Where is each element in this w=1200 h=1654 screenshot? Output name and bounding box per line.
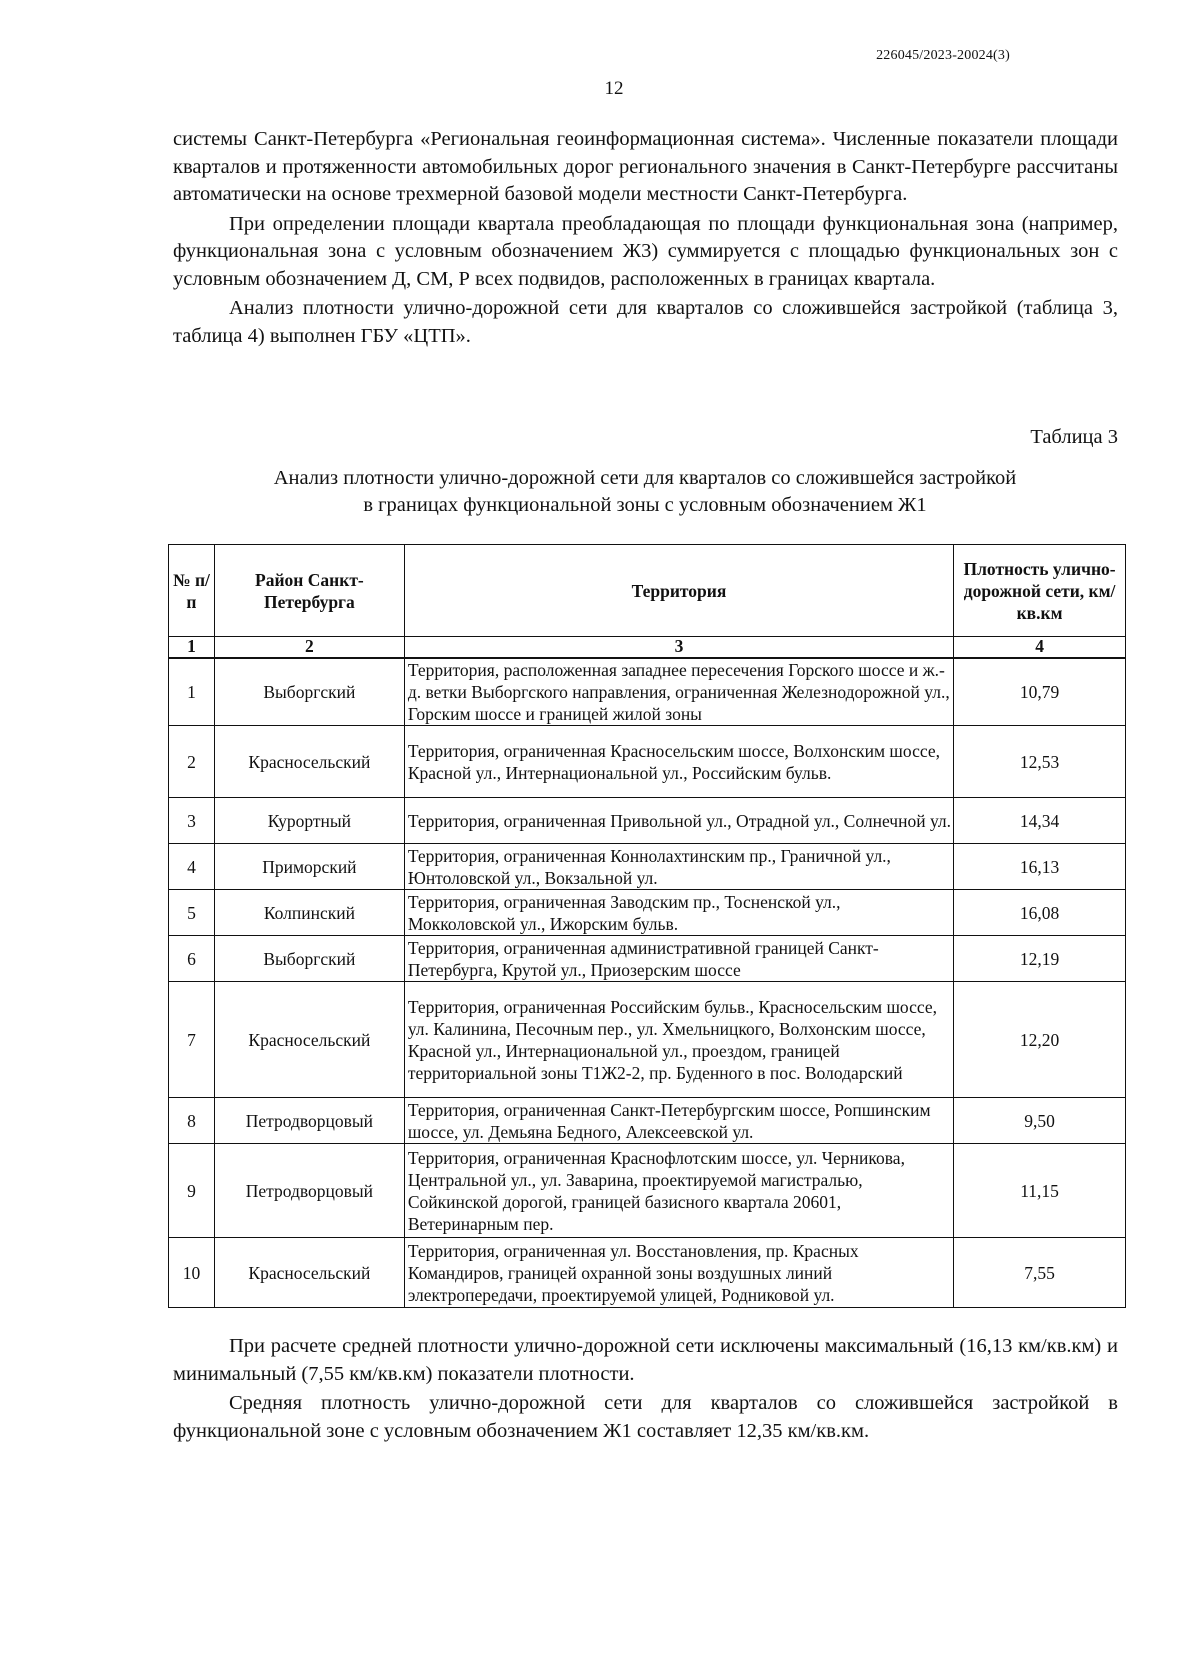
cell-density: 12,53 <box>954 726 1126 798</box>
cell-no: 8 <box>169 1098 215 1144</box>
cell-territory: Территория, ограниченная Привольной ул., Отрадной ул., Солнечной ул. <box>404 798 953 844</box>
cell-district: Выборгский <box>214 658 404 726</box>
cell-density: 12,19 <box>954 936 1126 982</box>
table-caption: Таблица 3 <box>1030 426 1118 448</box>
cell-district: Выборгский <box>214 936 404 982</box>
cell-district: Колпинский <box>214 890 404 936</box>
table-title-line-2: в границах функциональной зоны с условным обозначением Ж1 <box>363 494 927 516</box>
column-index: 4 <box>954 637 1126 658</box>
cell-no: 2 <box>169 726 215 798</box>
cell-district: Красносельский <box>214 982 404 1098</box>
table-row <box>169 936 1126 982</box>
cell-density: 10,79 <box>954 658 1126 726</box>
table-row <box>169 844 1126 890</box>
header-density: Плотность улично-дорожной сети, км/кв.км <box>954 545 1126 637</box>
table-row <box>169 890 1126 936</box>
cell-district: Приморский <box>214 844 404 890</box>
cell-territory: Территория, ограниченная Коннолахтинским пр., Граничной ул., Юнтоловской ул., Вокзальной ул. <box>404 844 953 890</box>
cell-territory: Территория, ограниченная административной границей Санкт-Петербурга, Крутой ул., Приозерским шоссе <box>404 936 953 982</box>
cell-density: 12,20 <box>954 982 1126 1098</box>
summary-paragraph-2: Средняя плотность улично-дорожной сети для кварталов со сложившейся застройкой в функциональной зоне с условным обозначением Ж1 составляет 12,35 км/кв.км. <box>173 1392 1118 1442</box>
table-title <box>170 465 1120 519</box>
cell-no: 6 <box>169 936 215 982</box>
intro-paragraph-2: При определении площади квартала преобладающая по площади функциональная зона (например, функциональная зона с условным обозначением Ж3) суммируется с площадью функциональных зон с условным обозначением Д, СМ, Р всех подвидов, расположенных в границах квартала. <box>173 212 1118 290</box>
cell-territory: Территория, ограниченная Краснофлотским шоссе, ул. Черникова, Центральной ул., ул. Заварина, проектируемой магистралью, Сойкинской дорогой, границей базисного квартала 20601, Ветеринарным пер. <box>404 1144 953 1238</box>
column-index: 2 <box>214 637 404 658</box>
summary-text <box>173 1333 1118 1447</box>
intro-paragraph-3: Анализ плотности улично-дорожной сети для кварталов со сложившейся застройкой (таблица 3, таблица 4) выполнен ГБУ «ЦТП». <box>173 297 1118 347</box>
table-title-line-1: Анализ плотности улично-дорожной сети для кварталов со сложившейся застройкой <box>273 467 1017 489</box>
density-table <box>168 544 1126 1308</box>
column-index-row <box>169 637 1126 658</box>
cell-territory: Территория, ограниченная ул. Восстановления, пр. Красных Командиров, границей охранной зоны воздушных линий электропередачи, проектируемой улицей, Родниковой ул. <box>404 1238 953 1308</box>
cell-density: 7,55 <box>954 1238 1126 1308</box>
cell-district: Красносельский <box>214 1238 404 1308</box>
cell-district: Петродворцовый <box>214 1144 404 1238</box>
cell-territory: Территория, ограниченная Санкт-Петербургским шоссе, Ропшинским шоссе, ул. Демьяна Бедного, Алексеевской ул. <box>404 1098 953 1144</box>
cell-territory: Территория, ограниченная Российским бульв., Красносельским шоссе, ул. Калинина, Песочным пер., ул. Хмельницкого, Волхонским шоссе, Красной ул., Интернациональной ул., проездом, границей территориальной зоны Т1Ж2-2, пр. Буденного в пос. Володарский <box>404 982 953 1098</box>
table-row <box>169 658 1126 726</box>
cell-territory: Территория, ограниченная Заводским пр., Тосненской ул., Мокколовской ул., Ижорским бульв. <box>404 890 953 936</box>
intro-text <box>173 126 1118 352</box>
cell-density: 9,50 <box>954 1098 1126 1144</box>
page-number: 12 <box>604 78 624 99</box>
table-row <box>169 726 1126 798</box>
table-header-row <box>169 545 1126 637</box>
cell-no: 3 <box>169 798 215 844</box>
cell-no: 1 <box>169 658 215 726</box>
cell-district: Красносельский <box>214 726 404 798</box>
cell-density: 16,13 <box>954 844 1126 890</box>
column-index: 1 <box>169 637 215 658</box>
cell-district: Петродворцовый <box>214 1098 404 1144</box>
table-row <box>169 1098 1126 1144</box>
cell-no: 5 <box>169 890 215 936</box>
cell-no: 4 <box>169 844 215 890</box>
cell-territory: Территория, ограниченная Красносельским шоссе, Волхонским шоссе, Красной ул., Интернациональной ул., Российским бульв. <box>404 726 953 798</box>
cell-territory: Территория, расположенная западнее пересечения Горского шоссе и ж.-д. ветки Выборгского направления, ограниченная Железнодорожной ул., Горским шоссе и границей жилой зоны <box>404 658 953 726</box>
table-row <box>169 1238 1126 1308</box>
cell-no: 7 <box>169 982 215 1098</box>
header-territory: Территория <box>404 545 953 637</box>
summary-paragraph-1: При расчете средней плотности улично-дорожной сети исключены максимальный (16,13 км/кв.км) и минимальный (7,55 км/кв.км) показатели плотности. <box>173 1335 1118 1385</box>
table-row <box>169 798 1126 844</box>
intro-paragraph-1: системы Санкт-Петербурга «Региональная геоинформационная система». Численные показатели площади кварталов и протяженности автомобильных дорог регионального значения в Санкт-Петербурге рассчитаны автоматически на основе трехмерной базовой модели местности Санкт-Петербурга. <box>173 128 1118 205</box>
header-district: Район Санкт-Петербурга <box>214 545 404 637</box>
cell-district: Курортный <box>214 798 404 844</box>
cell-density: 16,08 <box>954 890 1126 936</box>
header-no: № п/п <box>169 545 215 637</box>
cell-density: 11,15 <box>954 1144 1126 1238</box>
table-row <box>169 982 1126 1098</box>
document-number: 226045/2023-20024(3) <box>876 48 1010 63</box>
cell-no: 9 <box>169 1144 215 1238</box>
column-index: 3 <box>404 637 953 658</box>
cell-density: 14,34 <box>954 798 1126 844</box>
cell-no: 10 <box>169 1238 215 1308</box>
table-row <box>169 1144 1126 1238</box>
